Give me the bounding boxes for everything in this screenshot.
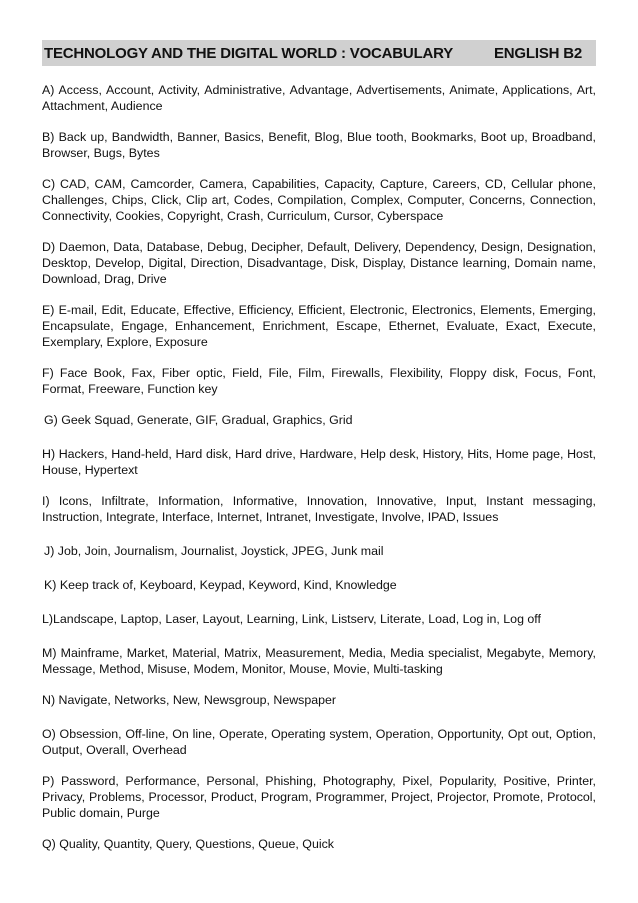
- vocab-entry-f: F) Face Book, Fax, Fiber optic, Field, File, Film, Firewalls, Flexibility, Floppy disk, Focus, Font, Format, Freeware, Function key: [42, 366, 596, 396]
- vocab-entry-c: C) CAD, CAM, Camcorder, Camera, Capabilities, Capacity, Capture, Careers, CD, Cellular phone, Challenges, Chips, Click, Clip art, Codes, Compilation, Complex, Computer, Concerns, Connection, Connectivity, Cookies, Copyright, Crash, Curriculum, Cursor, Cyberspace: [42, 177, 596, 223]
- title-bar: [42, 40, 596, 66]
- vocab-entry-m: M) Mainframe, Market, Material, Matrix, Measurement, Media, Media specialist, Megabyte, Memory, Message, Method, Misuse, Modem, Monitor, Mouse, Movie, Multi-tasking: [42, 646, 596, 676]
- vocab-entry-h: H) Hackers, Hand-held, Hard disk, Hard drive, Hardware, Help desk, History, Hits, Home page, Host, House, Hypertext: [42, 447, 596, 477]
- vocab-entry-k: K) Keep track of, Keyboard, Keypad, Keyword, Kind, Knowledge: [44, 578, 397, 592]
- document-page: [42, 40, 596, 867]
- vocab-entry-g: G) Geek Squad, Generate, GIF, Gradual, Graphics, Grid: [44, 413, 353, 427]
- vocab-entry-n: N) Navigate, Networks, New, Newsgroup, Newspaper: [42, 693, 337, 707]
- vocab-entry-b: B) Back up, Bandwidth, Banner, Basics, Benefit, Blog, Blue tooth, Bookmarks, Boot up, Broadband, Browser, Bugs, Bytes: [42, 130, 596, 160]
- vocab-entry-o: O) Obsession, Off-line, On line, Operate, Operating system, Operation, Opportunity, Opt out, Option, Output, Overall, Overhead: [42, 727, 596, 757]
- level-label: ENGLISH B2: [493, 44, 582, 62]
- vocab-entry-i: I) Icons, Infiltrate, Information, Informative, Innovation, Innovative, Input, Instant messaging, Instruction, Integrate, Interface, Internet, Intranet, Investigate, Involve, IPAD, Issues: [42, 494, 596, 524]
- vocab-entry-q: Q) Quality, Quantity, Query, Questions, Queue, Quick: [42, 837, 334, 851]
- vocab-entry-a: A) Access, Account, Activity, Administrative, Advantage, Advertisements, Animate, Applications, Art, Attachment, Audience: [42, 83, 596, 113]
- vocab-entry-l: L)Landscape, Laptop, Laser, Layout, Learning, Link, Listserv, Literate, Load, Log in, Log off: [42, 612, 541, 626]
- vocab-entry-j: J) Job, Join, Journalism, Journalist, Joystick, JPEG, Junk mail: [44, 544, 384, 558]
- vocab-entry-p: P) Password, Performance, Personal, Phishing, Photography, Pixel, Popularity, Positive, Printer, Privacy, Problems, Processor, Product, Program, Programmer, Project, Projector, Promote, Protocol, Public domain, Purge: [42, 774, 596, 820]
- vocab-entry-d: D) Daemon, Data, Database, Debug, Decipher, Default, Delivery, Dependency, Design, Designation, Desktop, Develop, Digital, Direction, Disadvantage, Disk, Display, Distance learning, Domain name, Download, Drag, Drive: [42, 240, 596, 286]
- document-title: TECHNOLOGY AND THE DIGITAL WORLD : VOCABULARY: [44, 44, 454, 62]
- vocab-entry-e: E) E-mail, Edit, Educate, Effective, Efficiency, Efficient, Electronic, Electronics, Elements, Emerging, Encapsulate, Engage, Enhancement, Enrichment, Escape, Ethernet, Evaluate, Exact, Execute, Exemplary, Explore, Exposure: [42, 303, 596, 349]
